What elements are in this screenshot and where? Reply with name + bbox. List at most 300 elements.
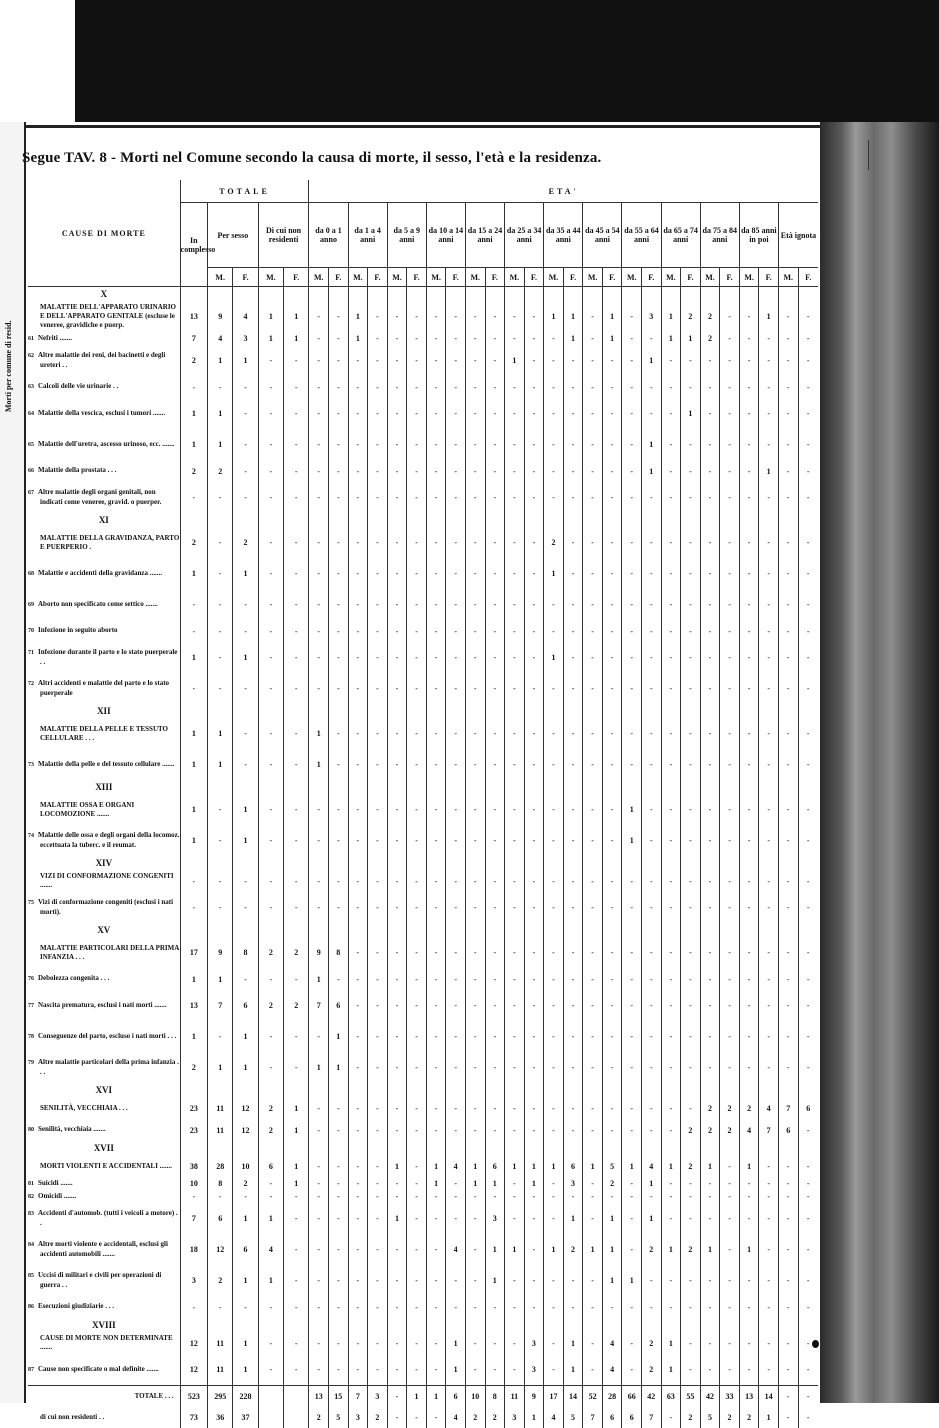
value-cell: - [348, 620, 368, 642]
value-cell: - [563, 794, 583, 825]
value-cell: 9 [524, 1386, 544, 1407]
empty-cell [180, 513, 207, 527]
value-cell: - [739, 642, 759, 673]
value-cell: - [368, 482, 388, 513]
empty-cell [368, 513, 388, 527]
cause-label [28, 1155, 180, 1177]
empty-cell [348, 1083, 368, 1097]
cause-label [28, 527, 180, 558]
value-cell: 1 [544, 642, 564, 673]
value-cell: - [485, 1190, 505, 1203]
value-cell: - [720, 1177, 740, 1190]
value-cell: - [798, 968, 818, 990]
value-cell: - [485, 460, 505, 482]
value-cell: - [622, 968, 642, 990]
value-cell: - [661, 794, 681, 825]
empty-cell [524, 1141, 544, 1155]
total-row [28, 1386, 818, 1407]
value-cell: 1 [233, 825, 258, 856]
value-cell: 523 [180, 1386, 207, 1407]
value-cell: - [563, 558, 583, 589]
value-cell: - [700, 620, 720, 642]
empty-cell [284, 704, 309, 718]
value-cell: - [387, 558, 407, 589]
empty-cell [309, 513, 329, 527]
empty-cell [329, 287, 349, 302]
empty-cell [258, 704, 283, 718]
value-cell: - [798, 1021, 818, 1052]
value-cell: - [563, 620, 583, 642]
empty-cell [180, 1141, 207, 1155]
empty-cell [505, 1083, 525, 1097]
header-male: M. [208, 268, 233, 287]
value-cell: - [465, 968, 485, 990]
value-cell: - [622, 301, 642, 332]
value-cell: - [544, 749, 564, 780]
value-cell: - [426, 968, 446, 990]
empty-cell [329, 1083, 349, 1097]
value-cell: 1 [524, 1177, 544, 1190]
value-cell: - [485, 482, 505, 513]
value-cell: - [563, 870, 583, 892]
section-roman-numeral: X [28, 287, 180, 302]
scan-dark-top-border [75, 0, 939, 122]
header-cause: CAUSE DI MORTE [28, 180, 180, 287]
cause-label [28, 1406, 180, 1428]
value-cell: 6 [602, 1406, 622, 1428]
value-cell: - [642, 642, 662, 673]
value-cell: - [368, 1234, 388, 1265]
value-cell: 14 [563, 1386, 583, 1407]
value-cell: 11 [208, 1332, 233, 1354]
value-cell: - [348, 1190, 368, 1203]
header-male: M. [583, 268, 603, 287]
value-cell: - [426, 482, 446, 513]
empty-cell [426, 923, 446, 937]
value-cell: - [505, 1021, 525, 1052]
value-cell: - [208, 1190, 233, 1203]
value-cell: - [681, 1052, 701, 1083]
empty-cell [233, 513, 258, 527]
empty-cell [465, 1318, 485, 1332]
value-cell: - [446, 718, 466, 749]
value-cell: - [524, 892, 544, 923]
value-cell: - [208, 482, 233, 513]
value-cell: - [778, 794, 798, 825]
value-cell: - [661, 937, 681, 968]
value-cell: - [544, 332, 564, 345]
value-cell: - [368, 1332, 388, 1354]
value-cell: 1 [284, 1177, 309, 1190]
value-cell: 2 [258, 1119, 283, 1141]
empty-cell [233, 1141, 258, 1155]
value-cell: - [778, 332, 798, 345]
value-cell: - [284, 794, 309, 825]
value-cell: - [407, 1354, 427, 1386]
section-row [28, 1097, 818, 1119]
empty-cell [681, 704, 701, 718]
value-cell: - [583, 892, 603, 923]
value-cell: - [524, 1296, 544, 1318]
value-cell: - [544, 482, 564, 513]
section-numeral-row [28, 1318, 818, 1332]
value-cell: - [778, 482, 798, 513]
value-cell: - [387, 1052, 407, 1083]
empty-cell [387, 923, 407, 937]
value-cell: - [661, 1406, 681, 1428]
empty-cell [233, 704, 258, 718]
section-row [28, 870, 818, 892]
value-cell: - [505, 482, 525, 513]
value-cell: 228 [233, 1386, 258, 1407]
empty-cell [681, 780, 701, 794]
header-female: F. [759, 268, 779, 287]
empty-cell [426, 856, 446, 870]
empty-cell [485, 1083, 505, 1097]
value-cell: - [368, 1265, 388, 1296]
cause-code: 74 [28, 833, 34, 839]
value-cell: - [642, 794, 662, 825]
value-cell: - [583, 376, 603, 398]
value-cell: - [368, 376, 388, 398]
empty-cell [284, 1318, 309, 1332]
empty-cell [208, 287, 233, 302]
value-cell: - [309, 642, 329, 673]
value-cell: - [778, 1177, 798, 1190]
value-cell: 13 [180, 301, 207, 332]
section-numeral-row [28, 513, 818, 527]
value-cell: - [642, 376, 662, 398]
empty-cell [778, 1141, 798, 1155]
empty-cell [563, 513, 583, 527]
header-male: M. [622, 268, 642, 287]
value-cell: - [446, 749, 466, 780]
cause-text: Altre morti violente e accidentali, esclusi gli accidenti automobili ....... [38, 1240, 168, 1258]
value-cell: - [622, 1119, 642, 1141]
value-cell: - [309, 558, 329, 589]
value-cell: - [348, 990, 368, 1021]
value-cell: - [602, 673, 622, 704]
value-cell: - [446, 345, 466, 376]
cause-code: 66 [28, 468, 34, 474]
cause-label [28, 460, 180, 482]
value-cell: - [622, 460, 642, 482]
value-cell: - [798, 892, 818, 923]
cause-row [28, 376, 818, 398]
value-cell: - [407, 332, 427, 345]
value-cell: - [622, 1354, 642, 1386]
value-cell: - [329, 1177, 349, 1190]
header-male: M. [739, 268, 759, 287]
value-cell: - [700, 892, 720, 923]
value-cell: - [778, 398, 798, 429]
value-cell: - [778, 620, 798, 642]
value-cell: - [661, 398, 681, 429]
empty-cell [485, 1318, 505, 1332]
empty-cell [426, 1083, 446, 1097]
value-cell: - [798, 1354, 818, 1386]
value-cell: - [544, 825, 564, 856]
value-cell: - [348, 1097, 368, 1119]
value-cell: - [485, 1021, 505, 1052]
value-cell: - [583, 527, 603, 558]
value-cell: - [258, 870, 283, 892]
empty-cell [258, 1318, 283, 1332]
value-cell: - [622, 718, 642, 749]
value-cell: - [700, 345, 720, 376]
section-roman-numeral: XVI [28, 1083, 180, 1097]
empty-cell [348, 856, 368, 870]
value-cell: - [759, 1265, 779, 1296]
value-cell: - [485, 589, 505, 620]
value-cell: - [778, 870, 798, 892]
empty-cell [622, 780, 642, 794]
header-per-sesso: Per sesso [208, 203, 259, 268]
value-cell: - [407, 642, 427, 673]
value-cell: - [739, 1177, 759, 1190]
value-cell: - [759, 345, 779, 376]
empty-cell [233, 780, 258, 794]
value-cell: - [465, 376, 485, 398]
value-cell: - [544, 1190, 564, 1203]
value-cell: - [544, 429, 564, 460]
value-cell: - [426, 1234, 446, 1265]
value-cell: - [720, 870, 740, 892]
value-cell: - [739, 749, 759, 780]
cause-label [28, 968, 180, 990]
cause-row [28, 620, 818, 642]
value-cell: - [309, 1021, 329, 1052]
value-cell: - [544, 1119, 564, 1141]
empty-cell [602, 1083, 622, 1097]
value-cell: - [720, 968, 740, 990]
value-cell: 3 [563, 1177, 583, 1190]
cause-text: Altre malattie dei reni, dei bacinetti e degli ureteri . . [38, 351, 165, 369]
value-cell: - [426, 1190, 446, 1203]
value-cell: - [284, 1052, 309, 1083]
value-cell: 4 [602, 1332, 622, 1354]
value-cell: 2 [681, 1406, 701, 1428]
value-cell: - [233, 1296, 258, 1318]
cause-code: 77 [28, 1003, 34, 1009]
value-cell: - [563, 589, 583, 620]
value-cell: - [465, 1119, 485, 1141]
value-cell: - [583, 345, 603, 376]
value-cell: 1 [602, 1203, 622, 1234]
empty-cell [700, 1083, 720, 1097]
header-age-group: da 0 a 1 anno [309, 203, 348, 268]
value-cell: 6 [258, 1155, 283, 1177]
value-cell: - [208, 794, 233, 825]
value-cell: - [465, 345, 485, 376]
value-cell: - [329, 558, 349, 589]
value-cell: - [407, 749, 427, 780]
value-cell: - [387, 1332, 407, 1354]
value-cell: - [583, 990, 603, 1021]
value-cell: 1 [524, 1155, 544, 1177]
empty-cell [407, 287, 427, 302]
value-cell: - [258, 825, 283, 856]
value-cell: - [681, 589, 701, 620]
value-cell: - [720, 1052, 740, 1083]
empty-cell [681, 1141, 701, 1155]
value-cell: - [700, 398, 720, 429]
empty-cell [681, 1318, 701, 1332]
cause-label [28, 1386, 180, 1407]
value-cell: - [798, 589, 818, 620]
value-cell: - [700, 1190, 720, 1203]
value-cell: - [563, 1021, 583, 1052]
empty-cell [759, 287, 779, 302]
cause-row [28, 892, 818, 923]
value-cell: 1 [407, 1386, 427, 1407]
empty-cell [284, 287, 309, 302]
value-cell: 3 [524, 1354, 544, 1386]
empty-cell [465, 1141, 485, 1155]
value-cell: - [720, 1332, 740, 1354]
value-cell: - [544, 990, 564, 1021]
value-cell: - [583, 589, 603, 620]
value-cell: - [426, 1119, 446, 1141]
value-cell: - [329, 482, 349, 513]
value-cell: - [622, 345, 642, 376]
value-cell: - [284, 482, 309, 513]
empty-cell [778, 1318, 798, 1332]
empty-cell [465, 923, 485, 937]
value-cell: - [544, 1052, 564, 1083]
value-cell: - [524, 398, 544, 429]
header-eta: ETA' [309, 180, 818, 203]
empty-cell [700, 923, 720, 937]
value-cell: - [661, 589, 681, 620]
empty-cell [661, 287, 681, 302]
value-cell: 5 [602, 1155, 622, 1177]
value-cell: - [233, 376, 258, 398]
empty-cell [446, 1083, 466, 1097]
value-cell: - [368, 620, 388, 642]
value-cell: 1 [700, 1155, 720, 1177]
value-cell: - [563, 718, 583, 749]
empty-cell [544, 923, 564, 937]
value-cell: - [284, 1190, 309, 1203]
value-cell: - [700, 482, 720, 513]
value-cell: - [661, 825, 681, 856]
value-cell: - [446, 332, 466, 345]
empty-cell [583, 1318, 603, 1332]
value-cell: - [233, 968, 258, 990]
value-cell: - [407, 794, 427, 825]
value-cell: - [661, 990, 681, 1021]
value-cell: - [329, 1190, 349, 1203]
header-age-group: da 65 a 74 anni [661, 203, 700, 268]
value-cell: - [407, 968, 427, 990]
empty-cell [759, 704, 779, 718]
value-cell: - [544, 1177, 564, 1190]
value-cell: - [407, 1177, 427, 1190]
value-cell: - [309, 1177, 329, 1190]
header-female: F. [681, 268, 701, 287]
value-cell: - [387, 892, 407, 923]
value-cell: - [602, 968, 622, 990]
cause-label [28, 1234, 180, 1265]
value-cell: - [505, 332, 525, 345]
value-cell: - [180, 673, 207, 704]
value-cell: - [348, 718, 368, 749]
value-cell: - [446, 673, 466, 704]
empty-cell [180, 923, 207, 937]
value-cell: - [798, 1296, 818, 1318]
empty-cell [642, 513, 662, 527]
value-cell: 1 [180, 718, 207, 749]
value-cell: 4 [602, 1354, 622, 1386]
empty-cell [284, 923, 309, 937]
cause-row [28, 1052, 818, 1083]
value-cell: - [739, 620, 759, 642]
value-cell: - [524, 376, 544, 398]
value-cell: 1 [739, 1155, 759, 1177]
value-cell: - [284, 460, 309, 482]
empty-cell [258, 923, 283, 937]
cause-code: 72 [28, 681, 34, 687]
value-cell: - [563, 673, 583, 704]
empty-cell [329, 1318, 349, 1332]
value-cell: 2 [258, 1097, 283, 1119]
value-cell: - [258, 376, 283, 398]
value-cell: - [583, 794, 603, 825]
empty-cell [798, 513, 818, 527]
cause-code: 73 [28, 762, 34, 768]
value-cell: - [446, 1203, 466, 1234]
empty-cell [661, 1141, 681, 1155]
value-cell: 42 [642, 1386, 662, 1407]
cause-text: Malattie della prostata . . . [38, 466, 116, 474]
cause-text: Senilità, vecchiaia ....... [38, 1125, 106, 1133]
value-cell: - [739, 1203, 759, 1234]
cause-label [28, 1203, 180, 1234]
value-cell: - [622, 620, 642, 642]
value-cell: - [387, 429, 407, 460]
value-cell: 1 [208, 968, 233, 990]
empty-cell [258, 287, 283, 302]
value-cell: - [426, 589, 446, 620]
empty-cell [180, 780, 207, 794]
cause-text: Malattie della vescica, esclusi i tumori ....... [38, 409, 165, 417]
value-cell: 1 [524, 1406, 544, 1428]
cause-code: 69 [28, 602, 34, 608]
value-cell: 1 [284, 332, 309, 345]
empty-cell [348, 923, 368, 937]
value-cell: - [309, 892, 329, 923]
value-cell: - [524, 1021, 544, 1052]
value-cell: - [700, 718, 720, 749]
value-cell: 1 [233, 1021, 258, 1052]
cause-label [28, 718, 180, 749]
value-cell: - [544, 1354, 564, 1386]
value-cell: - [208, 1296, 233, 1318]
empty-cell [602, 704, 622, 718]
value-cell: - [778, 968, 798, 990]
value-cell: - [622, 642, 642, 673]
value-cell: - [602, 589, 622, 620]
value-cell: - [759, 794, 779, 825]
value-cell: - [368, 673, 388, 704]
value-cell: - [544, 673, 564, 704]
value-cell: - [180, 1296, 207, 1318]
empty-cell [778, 704, 798, 718]
empty-cell [563, 856, 583, 870]
value-cell: 1 [208, 718, 233, 749]
value-cell: - [720, 527, 740, 558]
